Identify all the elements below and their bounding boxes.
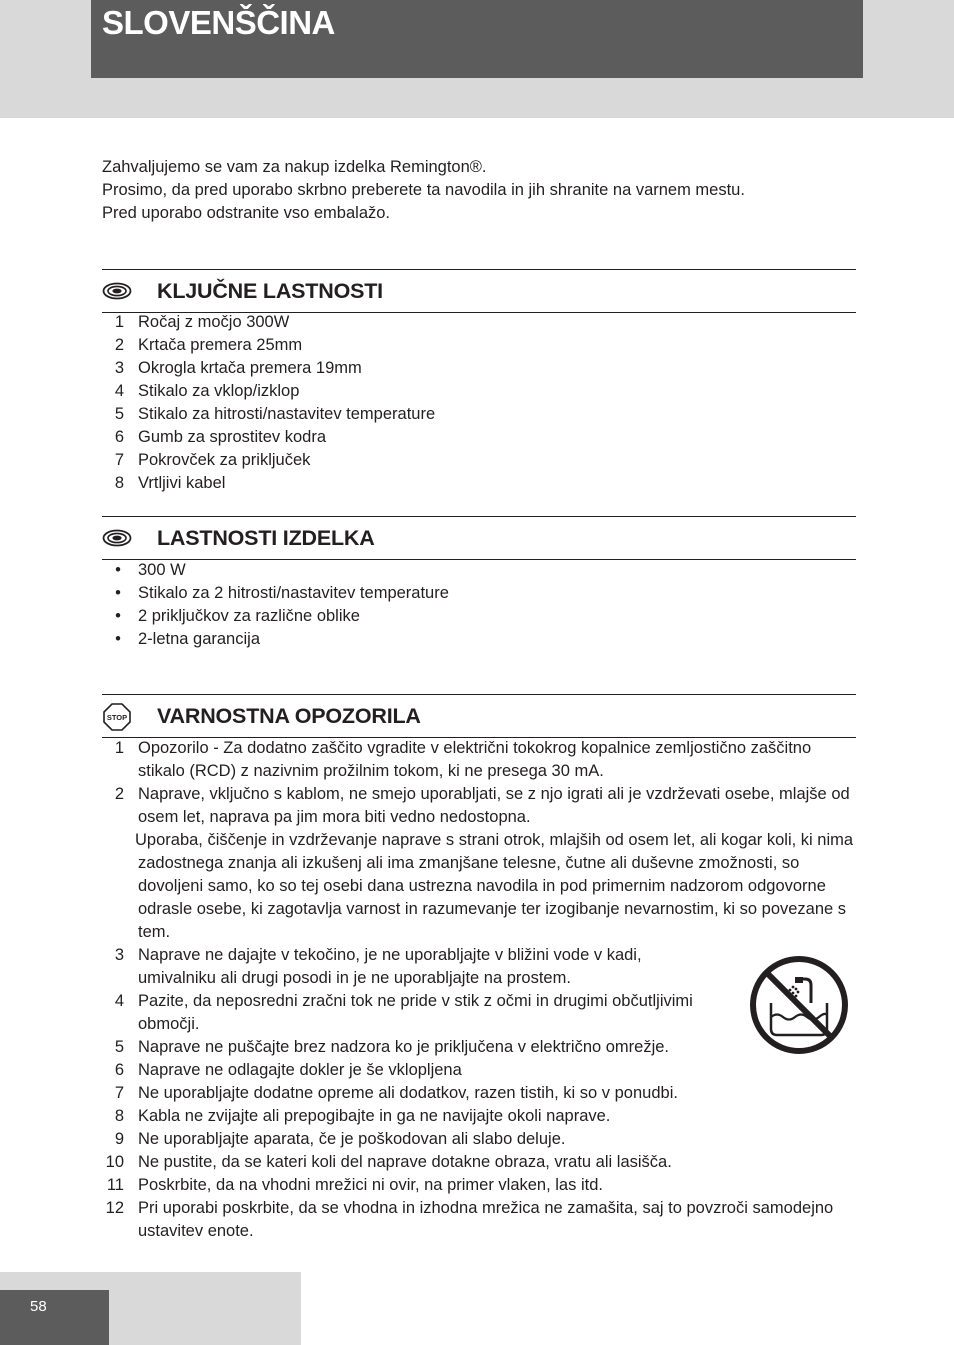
warning-item	[102, 990, 858, 1036]
item-text: Stikalo za hitrosti/nastavitev temperature	[138, 405, 436, 423]
no-water-bath-icon	[749, 955, 849, 1055]
item-number: 7	[114, 1084, 124, 1102]
list-item	[102, 559, 862, 582]
item-text: Okrogla krtača premera 19mm	[138, 359, 362, 377]
eye-icon	[102, 528, 132, 548]
list-item	[102, 582, 862, 605]
intro-line: Zahvaljujemo se vam za nakup izdelka Remington®.	[102, 158, 487, 176]
list-item	[102, 334, 862, 357]
warning-item	[102, 1105, 858, 1128]
item-extra-text: Uporaba, čiščenje in vzdrževanje naprave s strani otrok, mlajših od osem let, ali kogar koli, ki nima zadostnega znanja ali izkušenj ali ima zmanjšane telesne, čutne ali duševne zmožnosti, so dovoljeni samo, ko so tej osebi dana ustrezna navodila in pod primernim nadzorom odgovorne odrasle osebe, ki zagotavlja varnost in razumevanje ter izogibanje nevarnostim, ki so povezane s tem.	[135, 831, 854, 941]
item-number: 1	[114, 739, 124, 757]
warning-item	[102, 944, 858, 990]
page-number-box	[0, 1290, 109, 1345]
bullet: •	[115, 630, 121, 648]
item-text: Naprave ne odlagajte dokler je še vklopljena	[138, 1061, 462, 1079]
warning-item	[102, 1059, 858, 1082]
item-text: Ne uporabljajte dodatne opreme ali dodatkov, razen tistih, ki so v ponudbi.	[138, 1084, 678, 1102]
item-text: Ročaj z močjo 300W	[138, 313, 290, 331]
bullet: •	[115, 584, 121, 602]
item-number: 11	[106, 1176, 124, 1194]
item-text: Naprave ne dajajte v tekočino, je ne uporabljajte v bližini vode v kadi, umivalniku ali drugi posodi in je ne uporabljajte na prostem.	[138, 946, 642, 987]
section-safety-header	[102, 694, 856, 738]
section-key-features-header	[102, 269, 856, 313]
item-number: 12	[105, 1199, 124, 1217]
item-number: 6	[114, 1061, 124, 1079]
warning-item	[102, 737, 858, 783]
item-number: 5	[114, 405, 124, 423]
item-number: 2	[114, 336, 124, 354]
list-item	[102, 403, 862, 426]
item-text: Naprave ne puščajte brez nadzora ko je priključena v električno omrežje.	[138, 1038, 670, 1056]
warning-item	[102, 1151, 858, 1174]
product-features-list	[102, 559, 862, 651]
section-title: KLJUČNE LASTNOSTI	[157, 279, 383, 303]
item-text: Pri uporabi poskrbite, da se vhodna in izhodna mrežica ne zamašita, saj to povzroči samodejno ustavitev enote.	[138, 1199, 834, 1240]
page-title: SLOVENŠČINA	[102, 4, 335, 41]
item-number: 3	[114, 359, 124, 377]
item-text: 2-letna garancija	[138, 630, 260, 648]
list-item	[102, 380, 862, 403]
intro-text	[102, 156, 862, 226]
warning-item	[102, 1174, 858, 1197]
list-item	[102, 449, 862, 472]
item-number: 6	[114, 428, 124, 446]
item-number: 2	[114, 785, 124, 803]
item-text: Opozorilo - Za dodatno zaščito vgradite v električni tokokrog kopalnice zemljostično zaščitno stikalo (RCD) z nazivnim prožilnim tokom, ki ne presega 30 mA.	[138, 739, 812, 780]
item-text: 300 W	[138, 561, 186, 579]
item-text: Ne uporabljajte aparata, če je poškodovan ali slabo deluje.	[138, 1130, 566, 1148]
item-number: 10	[105, 1153, 124, 1171]
key-features-list	[102, 311, 862, 495]
item-text: Stikalo za 2 hitrosti/nastavitev temperature	[138, 584, 449, 602]
warning-item	[102, 1128, 858, 1151]
list-item	[102, 472, 862, 495]
item-text: Gumb za sprostitev kodra	[138, 428, 326, 446]
warning-item	[102, 1082, 858, 1105]
item-number: 1	[114, 313, 124, 331]
list-item	[102, 311, 862, 334]
list-item	[102, 357, 862, 380]
section-title: VARNOSTNA OPOZORILA	[157, 704, 421, 728]
intro-line: Pred uporabo odstranite vso embalažo.	[102, 204, 391, 223]
item-number: 8	[114, 1107, 124, 1125]
stop-icon	[102, 702, 132, 732]
warning-item	[102, 783, 858, 944]
item-text: Naprave, vključno s kablom, ne smejo uporabljati, se z njo igrati ali je vzdrževati osebe, mlajše od osem let, naprava pa jim mora biti vedno nedostopna.	[138, 785, 850, 826]
item-text: 2 priključkov za različne oblike	[138, 607, 360, 625]
title-bar	[91, 0, 863, 78]
item-text: Pokrovček za priključek	[138, 451, 311, 469]
item-text: Pazite, da neposredni zračni tok ne pride v stik z očmi in drugimi občutljivimi območji.	[138, 992, 693, 1033]
list-item	[102, 426, 862, 449]
item-text: Vrtljivi kabel	[138, 474, 226, 492]
list-item	[102, 628, 862, 651]
item-number: 3	[114, 946, 124, 964]
item-text: Krtača premera 25mm	[138, 336, 303, 354]
list-item	[102, 605, 862, 628]
item-number: 8	[114, 474, 124, 492]
safety-warnings-list	[102, 737, 858, 1243]
item-number: 9	[114, 1130, 124, 1148]
bullet: •	[115, 607, 121, 625]
bullet: •	[115, 561, 121, 579]
warning-item	[102, 1197, 858, 1243]
item-number: 4	[114, 382, 124, 400]
item-number: 7	[114, 451, 124, 469]
item-number: 5	[114, 1038, 124, 1056]
item-text: Ne pustite, da se kateri koli del naprave dotakne obraza, vratu ali lasišča.	[138, 1153, 672, 1171]
warning-item	[102, 1036, 858, 1059]
eye-icon	[102, 281, 132, 301]
page-number: 58	[30, 1298, 47, 1315]
item-number: 4	[114, 992, 124, 1010]
section-product-features-header	[102, 516, 856, 560]
stop-icon-label: STOP	[106, 713, 128, 722]
item-text: Kabla ne zvijajte ali prepogibajte in ga ne navijajte okoli naprave.	[138, 1107, 611, 1125]
item-text: Poskrbite, da na vhodni mrežici ni ovir, na primer vlaken, las itd.	[138, 1176, 603, 1194]
item-text: Stikalo za vklop/izklop	[138, 382, 300, 400]
intro-line: Prosimo, da pred uporabo skrbno preberete ta navodila in jih shranite na varnem mestu.	[102, 181, 745, 200]
section-title: LASTNOSTI IZDELKA	[157, 526, 375, 550]
